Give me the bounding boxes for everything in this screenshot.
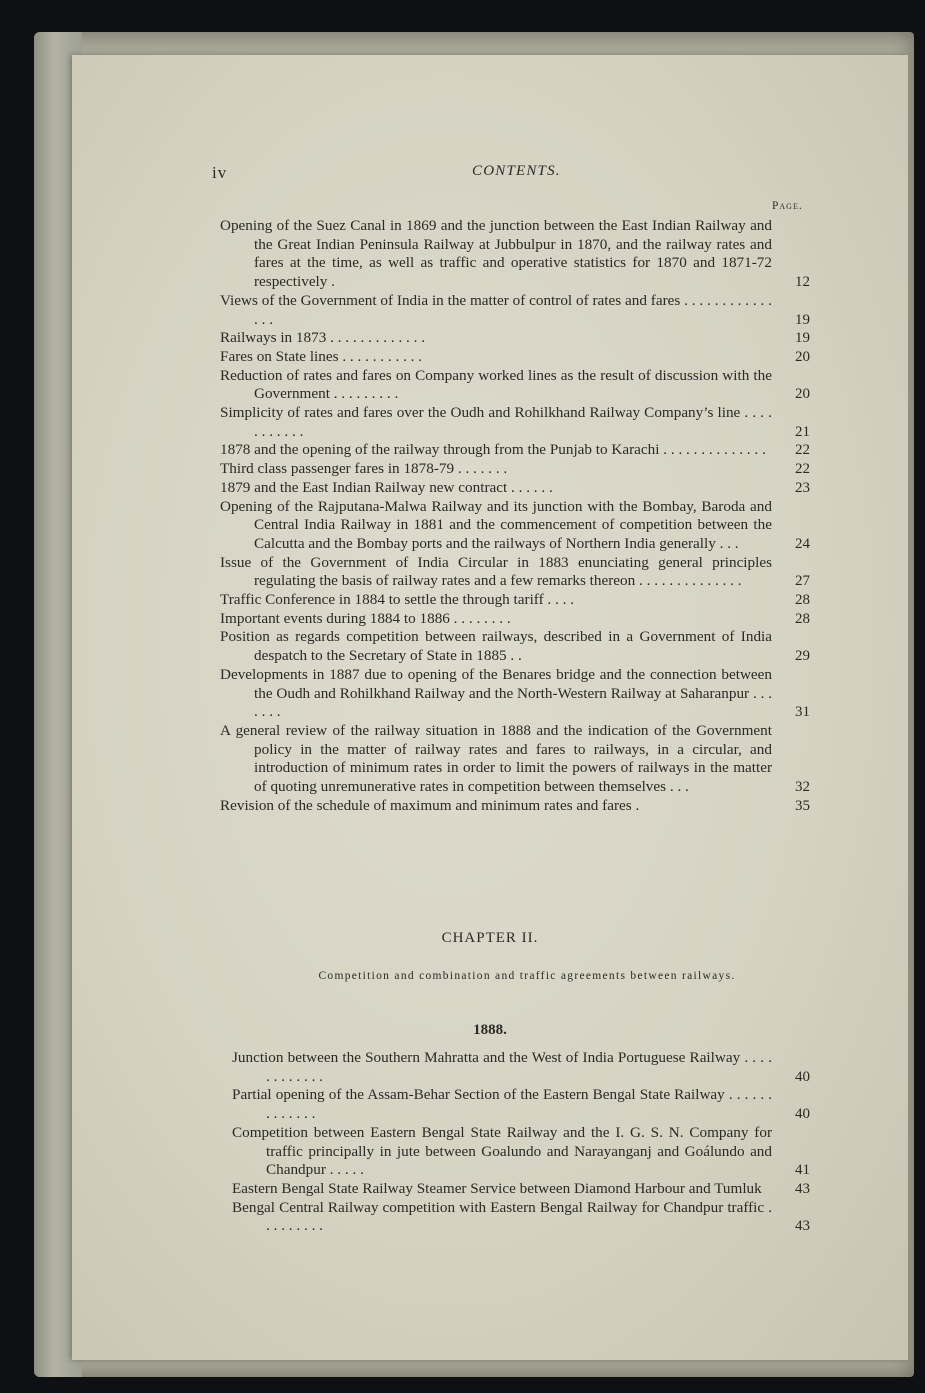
toc-entry bbox=[72, 292, 908, 329]
chapter-year: 1888. bbox=[473, 1022, 507, 1038]
toc-entry-text: Reduction of rates and fares on Company worked lines as the result of discussion with the Government . . . . . . . . . bbox=[220, 366, 772, 403]
toc-entry bbox=[72, 348, 908, 367]
toc-entry-page: 20 bbox=[795, 386, 810, 403]
toc-entry-page: 12 bbox=[795, 274, 810, 291]
toc-entry-page: 23 bbox=[795, 479, 810, 496]
toc-entry-page: 21 bbox=[795, 423, 810, 440]
toc-entry bbox=[72, 1180, 908, 1199]
toc-entry-page: 40 bbox=[795, 1068, 810, 1085]
toc-entry-page: 31 bbox=[795, 704, 810, 721]
chapter-heading: CHAPTER II. bbox=[441, 930, 539, 946]
toc-entry-page: 20 bbox=[795, 348, 810, 365]
toc-entry bbox=[72, 591, 908, 610]
toc-entry-text: Issue of the Government of India Circular in 1883 enunciating general principles regulating the basis of railway rates and a few remarks thereon . . . . . . . . . . . . . . bbox=[220, 553, 772, 590]
toc-entry-page: 43 bbox=[795, 1180, 810, 1197]
page-title: CONTENTS. bbox=[472, 163, 561, 179]
toc-entry bbox=[72, 441, 908, 460]
toc-entry-page: 19 bbox=[795, 330, 810, 347]
toc-list-chapter-2 bbox=[72, 1049, 908, 1236]
toc-entry bbox=[72, 498, 908, 554]
toc-entry-page: 43 bbox=[795, 1218, 810, 1235]
toc-entry-text: Eastern Bengal State Railway Steamer Service between Diamond Harbour and Tumluk bbox=[232, 1179, 762, 1197]
toc-entry bbox=[72, 367, 908, 404]
toc-entry-text: Railways in 1873 . . . . . . . . . . . . . bbox=[220, 329, 426, 347]
toc-entry-text: Junction between the Southern Mahratta and the West of India Portuguese Railway . . . . . . . . . . . . bbox=[232, 1049, 772, 1085]
toc-entry-text: 1878 and the opening of the railway through from the Punjab to Karachi . . . . . . . . . . . . . . bbox=[220, 441, 766, 459]
toc-entry-text: Revision of the schedule of maximum and minimum rates and fares . bbox=[220, 796, 640, 814]
toc-entry-page: 27 bbox=[795, 573, 810, 590]
toc-entry-page: 28 bbox=[795, 610, 810, 627]
toc-entry-text: Position as regards competition between railways, described in a Government of India despatch to the Secretary of State in 1885 . . bbox=[220, 628, 772, 665]
toc-entry-page: 29 bbox=[795, 648, 810, 665]
toc-entry-text: 1879 and the East Indian Railway new contract . . . . . . bbox=[220, 478, 553, 496]
toc-entry-text: Partial opening of the Assam-Behar Section of the Eastern Bengal State Railway . . . . . . . . . . . . . bbox=[232, 1086, 772, 1123]
toc-entry bbox=[72, 666, 908, 722]
toc-entry bbox=[72, 797, 908, 816]
toc-entry-text: A general review of the railway situation in 1888 and the indication of the Government policy in the matter of railway rates and fares to railways, in a circular, and introduction of minimum rates in order to limit the powers of railways in the matter of quoting unremunerative rates in competition between themselves . . . bbox=[220, 721, 772, 796]
toc-entry-text: Important events during 1884 to 1886 . . . . . . . . bbox=[220, 609, 511, 627]
toc-entry bbox=[72, 1049, 908, 1086]
toc-entry bbox=[72, 1199, 908, 1236]
toc-entry-text: Fares on State lines . . . . . . . . . . . bbox=[220, 347, 423, 365]
toc-entry bbox=[72, 628, 908, 665]
page-folio: iv bbox=[212, 163, 228, 182]
book-page bbox=[72, 55, 908, 1360]
toc-entry bbox=[72, 722, 908, 797]
toc-entry-text: Developments in 1887 due to opening of the Benares bridge and the connection between the Oudh and Rohilkhand Railway and the North-Western Railway at Saharanpur . . . . . . . bbox=[220, 665, 772, 721]
chapter-subtitle: Competition and combination and traffic agreements between railways. bbox=[318, 970, 736, 982]
toc-entry bbox=[72, 1124, 908, 1180]
toc-entry bbox=[72, 479, 908, 498]
toc-entry bbox=[72, 610, 908, 629]
running-head bbox=[72, 163, 908, 187]
toc-entry-text: Competition between Eastern Bengal State Railway and the I. G. S. N. Company for traffic principally in jute between Goalundo and Narayanganj and Goálundo and Chandpur . . . . . bbox=[232, 1123, 772, 1179]
toc-entry-page: 35 bbox=[795, 797, 810, 814]
toc-entry-text: Simplicity of rates and fares over the Oudh and Rohilkhand Railway Company’s line . . . . . . . . . . . bbox=[220, 404, 772, 440]
toc-entry-page: 41 bbox=[795, 1162, 810, 1179]
toc-entry bbox=[72, 404, 908, 441]
toc-entry-text: Opening of the Suez Canal in 1869 and the junction between the East Indian Railway and the Great Indian Peninsula Railway at Jubbulpur in 1870, and the railway rates and fares at the time, as well as traffic and operative statistics for 1870 and 1871-72 respectively . bbox=[220, 217, 772, 291]
toc-entry-text: Views of the Government of India in the matter of control of rates and fares . . . . . . . . . . . . . . . bbox=[220, 291, 772, 328]
toc-entry-text: Bengal Central Railway competition with Eastern Bengal Railway for Chandpur traffic . . . . . . . . . bbox=[232, 1198, 772, 1235]
toc-entry-page: 32 bbox=[795, 779, 810, 796]
page-column-label: Page. bbox=[772, 200, 803, 212]
toc-entry bbox=[72, 329, 908, 348]
toc-entry bbox=[72, 1086, 908, 1123]
toc-entry-text: Third class passenger fares in 1878-79 . . . . . . . bbox=[220, 460, 508, 478]
toc-entry bbox=[72, 217, 908, 292]
toc-entry bbox=[72, 554, 908, 591]
toc-list-chapter-1 bbox=[72, 217, 908, 816]
toc-entry-page: 22 bbox=[795, 461, 810, 478]
toc-entry-text: Opening of the Rajputana-Malwa Railway and its junction with the Bombay, Baroda and Central India Railway in 1881 and the commencement of competition between the Calcutta and the Bombay ports and the railways of Northern India generally . . . bbox=[220, 497, 772, 552]
toc-entry-page: 22 bbox=[795, 442, 810, 459]
toc-entry-page: 28 bbox=[795, 592, 810, 609]
toc-entry bbox=[72, 460, 908, 479]
toc-entry-page: 40 bbox=[795, 1106, 810, 1123]
toc-entry-text: Traffic Conference in 1884 to settle the through tariff . . . . bbox=[220, 591, 575, 609]
toc-entry-page: 19 bbox=[795, 311, 810, 328]
toc-entry-page: 24 bbox=[795, 535, 810, 552]
